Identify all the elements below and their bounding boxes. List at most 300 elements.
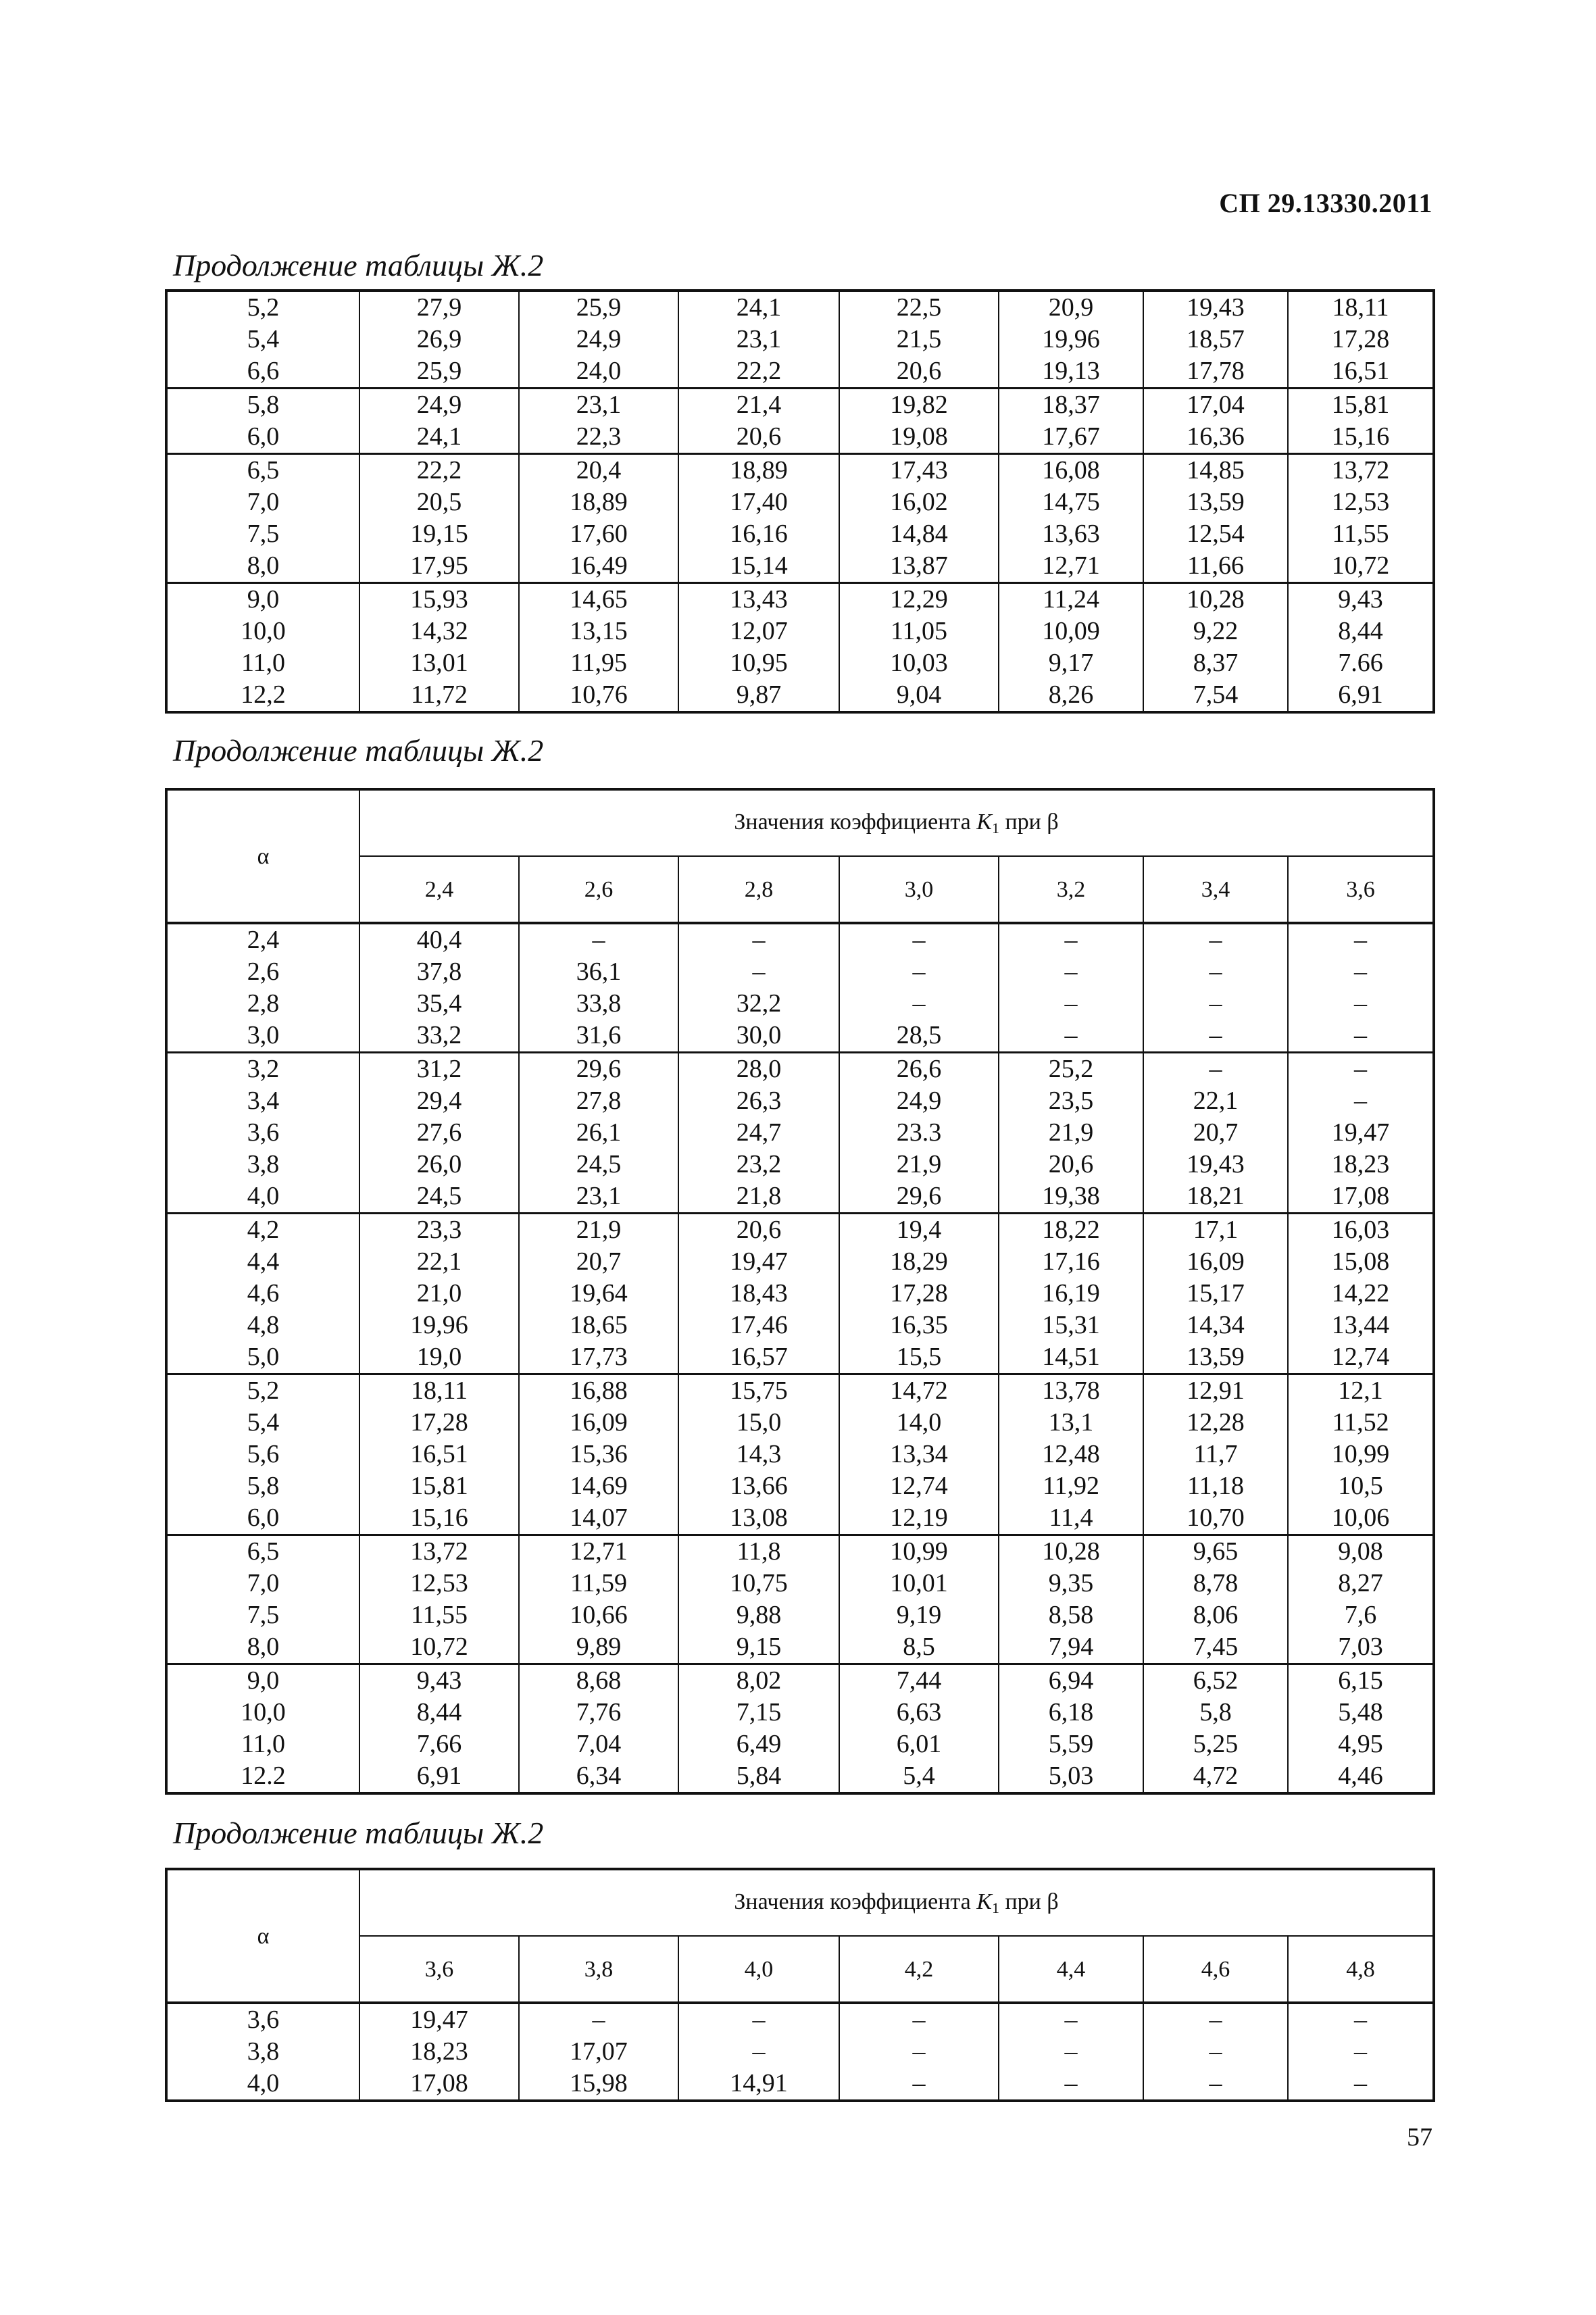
coefficient-header: Значения коэффициента K1 при β	[359, 1869, 1434, 1936]
value-cell: 18,89	[678, 454, 839, 487]
table-row	[166, 2003, 1434, 2036]
value-cell: 17,16	[999, 1246, 1143, 1278]
value-cell: 23,1	[519, 1180, 678, 1214]
value-cell: 9,08	[1288, 1535, 1434, 1568]
value-cell: –	[839, 2036, 999, 2068]
value-cell: 17,04	[1143, 389, 1288, 422]
value-cell: 10,28	[999, 1535, 1143, 1568]
value-cell: –	[1288, 988, 1434, 1020]
value-cell: –	[999, 988, 1143, 1020]
value-cell: –	[678, 923, 839, 956]
value-cell: 15,31	[999, 1310, 1143, 1341]
value-cell: 15,16	[359, 1502, 519, 1535]
value-cell: 33,2	[359, 1020, 519, 1053]
alpha-cell: 6,5	[166, 1535, 359, 1568]
value-cell: 24,1	[678, 291, 839, 324]
value-cell: 19,15	[359, 518, 519, 550]
coefficient-table-1	[165, 289, 1435, 714]
value-cell: 13,01	[359, 647, 519, 679]
alpha-cell: 12,2	[166, 679, 359, 712]
value-cell: 15,08	[1288, 1246, 1434, 1278]
value-cell: 12,1	[1288, 1374, 1434, 1408]
value-cell: 19,4	[839, 1214, 999, 1247]
table-row	[166, 1085, 1434, 1117]
value-cell: 20,6	[839, 355, 999, 389]
value-cell: 20,6	[999, 1149, 1143, 1180]
value-cell: –	[999, 2068, 1143, 2101]
alpha-cell: 9,0	[166, 1664, 359, 1697]
value-cell: 9,19	[839, 1599, 999, 1631]
table-row	[166, 956, 1434, 988]
beta-header-cell: 3,6	[359, 1936, 519, 2003]
value-cell: 17,73	[519, 1341, 678, 1374]
value-cell: 24,9	[839, 1085, 999, 1117]
value-cell: 16,49	[519, 550, 678, 583]
value-cell: 17,08	[359, 2068, 519, 2101]
value-cell: 16,57	[678, 1341, 839, 1374]
value-cell: –	[1288, 1053, 1434, 1086]
value-cell: 23,1	[678, 324, 839, 355]
value-cell: 9,43	[359, 1664, 519, 1697]
value-cell: 8,78	[1143, 1568, 1288, 1599]
beta-header-cell: 4,0	[678, 1936, 839, 2003]
value-cell: 20,6	[678, 421, 839, 454]
value-cell: 17,08	[1288, 1180, 1434, 1214]
value-cell: 24,7	[678, 1117, 839, 1149]
value-cell: –	[678, 2036, 839, 2068]
value-cell: 15,75	[678, 1374, 839, 1408]
value-cell: 11,4	[999, 1502, 1143, 1535]
value-cell: 26,0	[359, 1149, 519, 1180]
value-cell: 13,44	[1288, 1310, 1434, 1341]
value-cell: 13,1	[999, 1407, 1143, 1439]
table-row	[166, 1310, 1434, 1341]
value-cell: 19,47	[1288, 1117, 1434, 1149]
value-cell: 22,1	[1143, 1085, 1288, 1117]
value-cell: 20,7	[519, 1246, 678, 1278]
alpha-cell: 5,8	[166, 1470, 359, 1502]
value-cell: 9,88	[678, 1599, 839, 1631]
value-cell: 12,53	[1288, 487, 1434, 518]
value-cell: 21,8	[678, 1180, 839, 1214]
value-cell: 23.3	[839, 1117, 999, 1149]
value-cell: 10,72	[359, 1631, 519, 1664]
value-cell: 15,93	[359, 583, 519, 616]
value-cell: 7,76	[519, 1697, 678, 1728]
beta-header-cell: 3,6	[1288, 856, 1434, 923]
value-cell: 40,4	[359, 923, 519, 956]
value-cell: 13,43	[678, 583, 839, 616]
value-cell: 16,09	[519, 1407, 678, 1439]
value-cell: 35,4	[359, 988, 519, 1020]
alpha-cell: 8,0	[166, 550, 359, 583]
value-cell: 5,8	[1143, 1697, 1288, 1728]
value-cell: 7,45	[1143, 1631, 1288, 1664]
table-row	[166, 1374, 1434, 1408]
value-cell: 27,9	[359, 291, 519, 324]
value-cell: 4,72	[1143, 1760, 1288, 1793]
value-cell: 10,75	[678, 1568, 839, 1599]
alpha-cell: 10,0	[166, 1697, 359, 1728]
value-cell: 13,59	[1143, 487, 1288, 518]
value-cell: 20,5	[359, 487, 519, 518]
value-cell: 10,01	[839, 1568, 999, 1599]
value-cell: 6,18	[999, 1697, 1143, 1728]
value-cell: 24,0	[519, 355, 678, 389]
value-cell: 16,88	[519, 1374, 678, 1408]
value-cell: –	[678, 2003, 839, 2036]
value-cell: 9,04	[839, 679, 999, 712]
value-cell: 13,59	[1143, 1341, 1288, 1374]
value-cell: 9,65	[1143, 1535, 1288, 1568]
value-cell: 13,78	[999, 1374, 1143, 1408]
value-cell: 5,59	[999, 1728, 1143, 1760]
value-cell: 20,4	[519, 454, 678, 487]
value-cell: 17,40	[678, 487, 839, 518]
value-cell: 18,22	[999, 1214, 1143, 1247]
beta-header-cell: 4,8	[1288, 1936, 1434, 2003]
value-cell: 17,28	[839, 1278, 999, 1310]
alpha-cell: 3,6	[166, 1117, 359, 1149]
alpha-cell: 4,6	[166, 1278, 359, 1310]
table-row	[166, 1599, 1434, 1631]
value-cell: 23,2	[678, 1149, 839, 1180]
value-cell: 11,05	[839, 616, 999, 647]
value-cell: 12,91	[1143, 1374, 1288, 1408]
value-cell: 17,07	[519, 2036, 678, 2068]
value-cell: –	[1143, 2003, 1288, 2036]
value-cell: 12,71	[519, 1535, 678, 1568]
value-cell: 14,84	[839, 518, 999, 550]
value-cell: 11,59	[519, 1568, 678, 1599]
value-cell: 19,96	[359, 1310, 519, 1341]
value-cell: 27,8	[519, 1085, 678, 1117]
value-cell: 16,08	[999, 454, 1143, 487]
value-cell: 28,5	[839, 1020, 999, 1053]
value-cell: 14,51	[999, 1341, 1143, 1374]
table3-caption: Продолжение таблицы Ж.2	[173, 1816, 544, 1850]
value-cell: 12,54	[1143, 518, 1288, 550]
table-row	[166, 1214, 1434, 1247]
value-cell: 24,5	[519, 1149, 678, 1180]
value-cell: 13,15	[519, 616, 678, 647]
value-cell: 23,1	[519, 389, 678, 422]
alpha-cell: 4,8	[166, 1310, 359, 1341]
value-cell: 17,95	[359, 550, 519, 583]
table-row	[166, 988, 1434, 1020]
value-cell: 18,29	[839, 1246, 999, 1278]
value-cell: 24,9	[519, 324, 678, 355]
value-cell: 18,43	[678, 1278, 839, 1310]
value-cell: 15,17	[1143, 1278, 1288, 1310]
table-row	[166, 1760, 1434, 1793]
value-cell: 7,6	[1288, 1599, 1434, 1631]
value-cell: –	[999, 2003, 1143, 2036]
value-cell: –	[1143, 2036, 1288, 2068]
value-cell: 27,6	[359, 1117, 519, 1149]
alpha-cell: 2,4	[166, 923, 359, 956]
value-cell: 12,07	[678, 616, 839, 647]
value-cell: 8,68	[519, 1664, 678, 1697]
value-cell: 13,34	[839, 1439, 999, 1470]
value-cell: 18,11	[359, 1374, 519, 1408]
value-cell: 13,66	[678, 1470, 839, 1502]
value-cell: –	[1288, 2003, 1434, 2036]
table-row	[166, 2036, 1434, 2068]
table-row	[166, 355, 1434, 389]
table-row	[166, 1568, 1434, 1599]
alpha-cell: 7,5	[166, 1599, 359, 1631]
coefficient-header: Значения коэффициента K1 при β	[359, 789, 1434, 856]
value-cell: 17,43	[839, 454, 999, 487]
table-row	[166, 1664, 1434, 1697]
value-cell: 18,23	[1288, 1149, 1434, 1180]
table-row	[166, 647, 1434, 679]
value-cell: 18,57	[1143, 324, 1288, 355]
value-cell: 6,15	[1288, 1664, 1434, 1697]
alpha-cell: 11,0	[166, 1728, 359, 1760]
value-cell: –	[1288, 1085, 1434, 1117]
value-cell: 15,14	[678, 550, 839, 583]
value-cell: 10,72	[1288, 550, 1434, 583]
table-row	[166, 454, 1434, 487]
value-cell: –	[839, 923, 999, 956]
value-cell: 10,28	[1143, 583, 1288, 616]
value-cell: 20,9	[999, 291, 1143, 324]
alpha-cell: 5,8	[166, 389, 359, 422]
alpha-cell: 4,0	[166, 2068, 359, 2101]
table-row	[166, 616, 1434, 647]
value-cell: 20,7	[1143, 1117, 1288, 1149]
value-cell: 9,35	[999, 1568, 1143, 1599]
value-cell: 7,66	[359, 1728, 519, 1760]
value-cell: 7,54	[1143, 679, 1288, 712]
value-cell: 14,65	[519, 583, 678, 616]
value-cell: 21,9	[999, 1117, 1143, 1149]
value-cell: 24,9	[359, 389, 519, 422]
value-cell: 16,36	[1143, 421, 1288, 454]
alpha-cell: 11,0	[166, 647, 359, 679]
value-cell: 8,58	[999, 1599, 1143, 1631]
value-cell: 10,03	[839, 647, 999, 679]
value-cell: 5,25	[1143, 1728, 1288, 1760]
value-cell: 11,95	[519, 647, 678, 679]
value-cell: 19,47	[678, 1246, 839, 1278]
table-row	[166, 583, 1434, 616]
value-cell: 15,16	[1288, 421, 1434, 454]
table-row	[166, 518, 1434, 550]
table-row	[166, 1502, 1434, 1535]
value-cell: 25,9	[519, 291, 678, 324]
value-cell: 19,0	[359, 1341, 519, 1374]
table-row	[166, 1341, 1434, 1374]
table-row	[166, 1439, 1434, 1470]
alpha-cell: 7,5	[166, 518, 359, 550]
value-cell: 22,1	[359, 1246, 519, 1278]
value-cell: 17,1	[1143, 1214, 1288, 1247]
alpha-cell: 5,0	[166, 1341, 359, 1374]
value-cell: –	[1288, 2036, 1434, 2068]
value-cell: 30,0	[678, 1020, 839, 1053]
beta-header-cell: 2,6	[519, 856, 678, 923]
value-cell: 14,72	[839, 1374, 999, 1408]
alpha-cell: 6,6	[166, 355, 359, 389]
value-cell: 16,09	[1143, 1246, 1288, 1278]
beta-header-cell: 4,6	[1143, 1936, 1288, 2003]
value-cell: 14,69	[519, 1470, 678, 1502]
value-cell: 12,74	[1288, 1341, 1434, 1374]
value-cell: 11,72	[359, 679, 519, 712]
value-cell: 10,66	[519, 1599, 678, 1631]
value-cell: 19,38	[999, 1180, 1143, 1214]
value-cell: 19,64	[519, 1278, 678, 1310]
value-cell: 5,84	[678, 1760, 839, 1793]
value-cell: 11,92	[999, 1470, 1143, 1502]
alpha-cell: 4,2	[166, 1214, 359, 1247]
value-cell: 14,85	[1143, 454, 1288, 487]
value-cell: 8,26	[999, 679, 1143, 712]
value-cell: –	[839, 956, 999, 988]
beta-header-cell: 4,4	[999, 1936, 1143, 2003]
value-cell: 22,2	[359, 454, 519, 487]
alpha-cell: 3,2	[166, 1053, 359, 1086]
value-cell: 17,46	[678, 1310, 839, 1341]
beta-header-cell: 4,2	[839, 1936, 999, 2003]
value-cell: 28,0	[678, 1053, 839, 1086]
value-cell: 6,01	[839, 1728, 999, 1760]
value-cell: 11,55	[359, 1599, 519, 1631]
value-cell: 15,81	[1288, 389, 1434, 422]
value-cell: 16,02	[839, 487, 999, 518]
value-cell: –	[678, 956, 839, 988]
value-cell: 9,17	[999, 647, 1143, 679]
table-row	[166, 1728, 1434, 1760]
beta-header-cell: 2,8	[678, 856, 839, 923]
value-cell: 9,15	[678, 1631, 839, 1664]
value-cell: 5,03	[999, 1760, 1143, 1793]
value-cell: 12,28	[1143, 1407, 1288, 1439]
value-cell: 14,75	[999, 487, 1143, 518]
value-cell: 5,4	[839, 1760, 999, 1793]
table-row	[166, 1697, 1434, 1728]
table-row	[166, 487, 1434, 518]
value-cell: 6,52	[1143, 1664, 1288, 1697]
table-row	[166, 1407, 1434, 1439]
value-cell: 25,2	[999, 1053, 1143, 1086]
value-cell: 8,5	[839, 1631, 999, 1664]
value-cell: 11,24	[999, 583, 1143, 616]
value-cell: 11,8	[678, 1535, 839, 1568]
value-cell: 14,91	[678, 2068, 839, 2101]
value-cell: 12,74	[839, 1470, 999, 1502]
value-cell: –	[1143, 956, 1288, 988]
value-cell: 8,37	[1143, 647, 1288, 679]
value-cell: 21,0	[359, 1278, 519, 1310]
value-cell: 18,37	[999, 389, 1143, 422]
value-cell: 19,43	[1143, 1149, 1288, 1180]
value-cell: 7,03	[1288, 1631, 1434, 1664]
value-cell: 15,81	[359, 1470, 519, 1502]
alpha-cell: 3,6	[166, 2003, 359, 2036]
alpha-cell: 5,4	[166, 324, 359, 355]
value-cell: 9,89	[519, 1631, 678, 1664]
value-cell: 7,04	[519, 1728, 678, 1760]
value-cell: 9,43	[1288, 583, 1434, 616]
value-cell: 12,53	[359, 1568, 519, 1599]
value-cell: 16,16	[678, 518, 839, 550]
value-cell: 18,23	[359, 2036, 519, 2068]
value-cell: 18,65	[519, 1310, 678, 1341]
alpha-header: α	[166, 789, 359, 923]
value-cell: 8,06	[1143, 1599, 1288, 1631]
value-cell: 26,1	[519, 1117, 678, 1149]
value-cell: 8,44	[1288, 616, 1434, 647]
value-cell: 12,71	[999, 550, 1143, 583]
alpha-cell: 5,4	[166, 1407, 359, 1439]
value-cell: 13,87	[839, 550, 999, 583]
alpha-cell: 3,4	[166, 1085, 359, 1117]
value-cell: –	[1288, 923, 1434, 956]
alpha-header: α	[166, 1869, 359, 2003]
value-cell: 10,09	[999, 616, 1143, 647]
value-cell: 17,28	[1288, 324, 1434, 355]
value-cell: –	[839, 2068, 999, 2101]
table-row	[166, 2068, 1434, 2101]
table-row	[166, 550, 1434, 583]
alpha-cell: 5,2	[166, 1374, 359, 1408]
value-cell: 31,6	[519, 1020, 678, 1053]
value-cell: 8,02	[678, 1664, 839, 1697]
value-cell: 33,8	[519, 988, 678, 1020]
value-cell: –	[1143, 1053, 1288, 1086]
alpha-cell: 3,8	[166, 1149, 359, 1180]
value-cell: –	[1288, 1020, 1434, 1053]
table-row	[166, 1053, 1434, 1086]
value-cell: 8,27	[1288, 1568, 1434, 1599]
coefficient-table-2	[165, 788, 1435, 1795]
value-cell: 36,1	[519, 956, 678, 988]
value-cell: 16,51	[1288, 355, 1434, 389]
value-cell: 12,19	[839, 1502, 999, 1535]
value-cell: 15,0	[678, 1407, 839, 1439]
value-cell: 7.66	[1288, 647, 1434, 679]
beta-header-cell: 3,0	[839, 856, 999, 923]
value-cell: 15,98	[519, 2068, 678, 2101]
table-row	[166, 421, 1434, 454]
table-row	[166, 324, 1434, 355]
beta-header-cell: 3,4	[1143, 856, 1288, 923]
value-cell: –	[519, 923, 678, 956]
value-cell: –	[839, 2003, 999, 2036]
document-code: СП 29.13330.2011	[1219, 188, 1432, 218]
alpha-cell: 7,0	[166, 1568, 359, 1599]
value-cell: 14,32	[359, 616, 519, 647]
alpha-cell: 4,0	[166, 1180, 359, 1214]
table-row	[166, 291, 1434, 324]
alpha-cell: 3,0	[166, 1020, 359, 1053]
coefficient-table-3	[165, 1868, 1435, 2102]
table-row	[166, 1535, 1434, 1568]
value-cell: 6,49	[678, 1728, 839, 1760]
table-row	[166, 1180, 1434, 1214]
value-cell: 14,22	[1288, 1278, 1434, 1310]
value-cell: –	[999, 923, 1143, 956]
value-cell: 21,5	[839, 324, 999, 355]
value-cell: 16,35	[839, 1310, 999, 1341]
value-cell: 13,72	[359, 1535, 519, 1568]
value-cell: –	[1143, 1020, 1288, 1053]
value-cell: –	[999, 2036, 1143, 2068]
